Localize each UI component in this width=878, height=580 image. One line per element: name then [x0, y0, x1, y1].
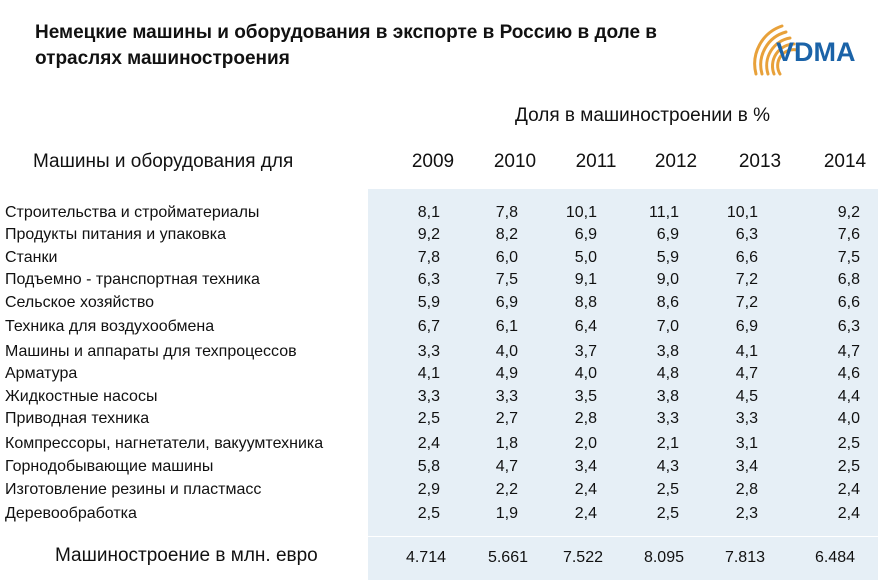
table-subtitle: Доля в машиностроении в %: [515, 105, 770, 126]
column-header-3: 2012: [654, 151, 698, 172]
table-cell: 3,8: [656, 343, 679, 360]
table-cell: 4,0: [837, 410, 860, 427]
total-cell: 4.714: [405, 549, 446, 566]
table-cell: 2,5: [656, 481, 679, 498]
table-cell: 2,0: [574, 435, 597, 452]
row-label: Горнодобывающие машины: [5, 458, 214, 475]
table-cell: 8,2: [495, 226, 518, 243]
row-label: Изготовление резины и пластмасс: [5, 481, 262, 498]
table-cell: 9,0: [656, 271, 679, 288]
table-cell: 6,3: [735, 226, 758, 243]
table-cell: 2,4: [417, 435, 440, 452]
column-header-2: 2011: [575, 151, 617, 172]
row-label: Подъемно - транспортная техника: [5, 271, 260, 288]
table-cell: 2,8: [574, 410, 597, 427]
table-cell: 4,5: [735, 388, 758, 405]
table-cell: 2,4: [574, 481, 597, 498]
table-cell: 4,3: [656, 458, 679, 475]
chart-title: Немецкие машины и оборудования в экспорте в Россию в доле в отраслях машиностроения: [35, 22, 657, 69]
vdma-logo: [742, 12, 874, 90]
table-cell: 6,3: [417, 271, 440, 288]
table-cell: 4,1: [735, 343, 758, 360]
table-cell: 3,7: [574, 343, 597, 360]
column-header-4: 2013: [738, 151, 782, 172]
table-cell: 6,9: [656, 226, 679, 243]
vdma-logo-text: VDMA: [776, 37, 856, 67]
table-cell: 3,1: [735, 435, 758, 452]
table-cell: 9,2: [837, 204, 860, 221]
table-cell: 6,9: [735, 318, 758, 335]
table-cell: 2,4: [837, 481, 860, 498]
row-label: Сельское хозяйство: [5, 294, 155, 311]
table-cell: 3,5: [574, 388, 597, 405]
table-cell: 2,3: [735, 505, 758, 522]
row-header-label: Машины и оборудования для: [33, 151, 294, 172]
row-label: Компрессоры, нагнетатели, вакуумтехника: [5, 435, 324, 452]
table-cell: 5,0: [574, 249, 597, 266]
table-cell: 7,5: [837, 249, 860, 266]
table-cell: 2,4: [574, 505, 597, 522]
table-cell: 3,3: [417, 388, 440, 405]
table-cell: 8,8: [574, 294, 597, 311]
total-cell: 8.095: [643, 549, 684, 566]
row-label: Арматура: [5, 365, 78, 382]
table-cell: 2,5: [656, 505, 679, 522]
table-cell: 4,9: [495, 365, 518, 382]
row-label: Машины и аппараты для техпроцессов: [5, 343, 297, 360]
table-cell: 10,1: [726, 204, 758, 221]
table-cell: 2,7: [495, 410, 518, 427]
table-cell: 1,8: [495, 435, 518, 452]
total-label: Машиностроение в млн. евро: [55, 545, 318, 566]
table-cell: 3,3: [656, 410, 679, 427]
table-cell: 7,8: [417, 249, 440, 266]
table-cell: 7,2: [735, 271, 758, 288]
table-cell: 5,9: [656, 249, 679, 266]
row-label: Приводная техника: [5, 410, 150, 427]
table-cell: 6,8: [837, 271, 860, 288]
table-cell: 3,8: [656, 388, 679, 405]
table-cell: 3,4: [735, 458, 758, 475]
table-cell: 4,6: [837, 365, 860, 382]
table-cell: 8,1: [417, 204, 440, 221]
total-cell: 7.813: [724, 549, 765, 566]
table-cell: 3,3: [735, 410, 758, 427]
table-cell: 7,0: [656, 318, 679, 335]
table-cell: 4,0: [495, 343, 518, 360]
table-cell: 2,2: [495, 481, 518, 498]
table-cell: 6,6: [837, 294, 860, 311]
table-cell: 2,9: [417, 481, 440, 498]
table-cell: 7,6: [837, 226, 860, 243]
table-cell: 10,1: [565, 204, 597, 221]
table-cell: 6,9: [574, 226, 597, 243]
total-cell: 7.522: [562, 549, 603, 566]
table-cell: 7,8: [495, 204, 518, 221]
table-cell: 3,3: [417, 343, 440, 360]
table-cell: 6,6: [735, 249, 758, 266]
table-cell: 6,9: [495, 294, 518, 311]
total-cell: 6.484: [814, 549, 855, 566]
table-cell: 9,1: [574, 271, 597, 288]
table-cell: 11,1: [649, 204, 679, 221]
table-cell: 6,4: [574, 318, 597, 335]
row-label: Деревообработка: [5, 505, 137, 522]
column-header-1: 2010: [493, 151, 537, 172]
total-divider: [368, 536, 878, 537]
table-cell: 3,4: [574, 458, 597, 475]
table-cell: 2,5: [417, 505, 440, 522]
table-cell: 6,3: [837, 318, 860, 335]
row-label: Жидкостные насосы: [5, 388, 158, 405]
table-cell: 4,7: [837, 343, 860, 360]
table-cell: 7,5: [495, 271, 518, 288]
table-cell: 5,8: [417, 458, 440, 475]
table-cell: 6,1: [495, 318, 518, 335]
table-cell: 6,7: [417, 318, 440, 335]
table-cell: 4,1: [417, 365, 440, 382]
table-cell: 1,9: [495, 505, 518, 522]
table-cell: 9,2: [417, 226, 440, 243]
table-cell: 2,4: [837, 505, 860, 522]
total-cell: 5.661: [487, 549, 528, 566]
column-header-0: 2009: [411, 151, 455, 172]
table-cell: 4,8: [656, 365, 679, 382]
table-cell: 8,6: [656, 294, 679, 311]
table-cell: 2,5: [837, 435, 860, 452]
table-cell: 3,3: [495, 388, 518, 405]
table-cell: 4,4: [837, 388, 860, 405]
table-cell: 5,9: [417, 294, 440, 311]
row-label: Техника для воздухообмена: [5, 318, 215, 335]
table-cell: 2,1: [656, 435, 679, 452]
table-cell: 6,0: [495, 249, 518, 266]
row-label: Продукты питания и упаковка: [5, 226, 227, 243]
table-cell: 7,2: [735, 294, 758, 311]
table-cell: 4,7: [495, 458, 518, 475]
table-cell: 4,0: [574, 365, 597, 382]
column-header-5: 2014: [823, 151, 867, 172]
row-label: Строительства и стройматериалы: [5, 204, 260, 221]
table-cell: 2,5: [837, 458, 860, 475]
table-cell: 2,8: [735, 481, 758, 498]
table-cell: 4,7: [735, 365, 758, 382]
table-cell: 2,5: [417, 410, 440, 427]
row-label: Станки: [5, 249, 58, 266]
